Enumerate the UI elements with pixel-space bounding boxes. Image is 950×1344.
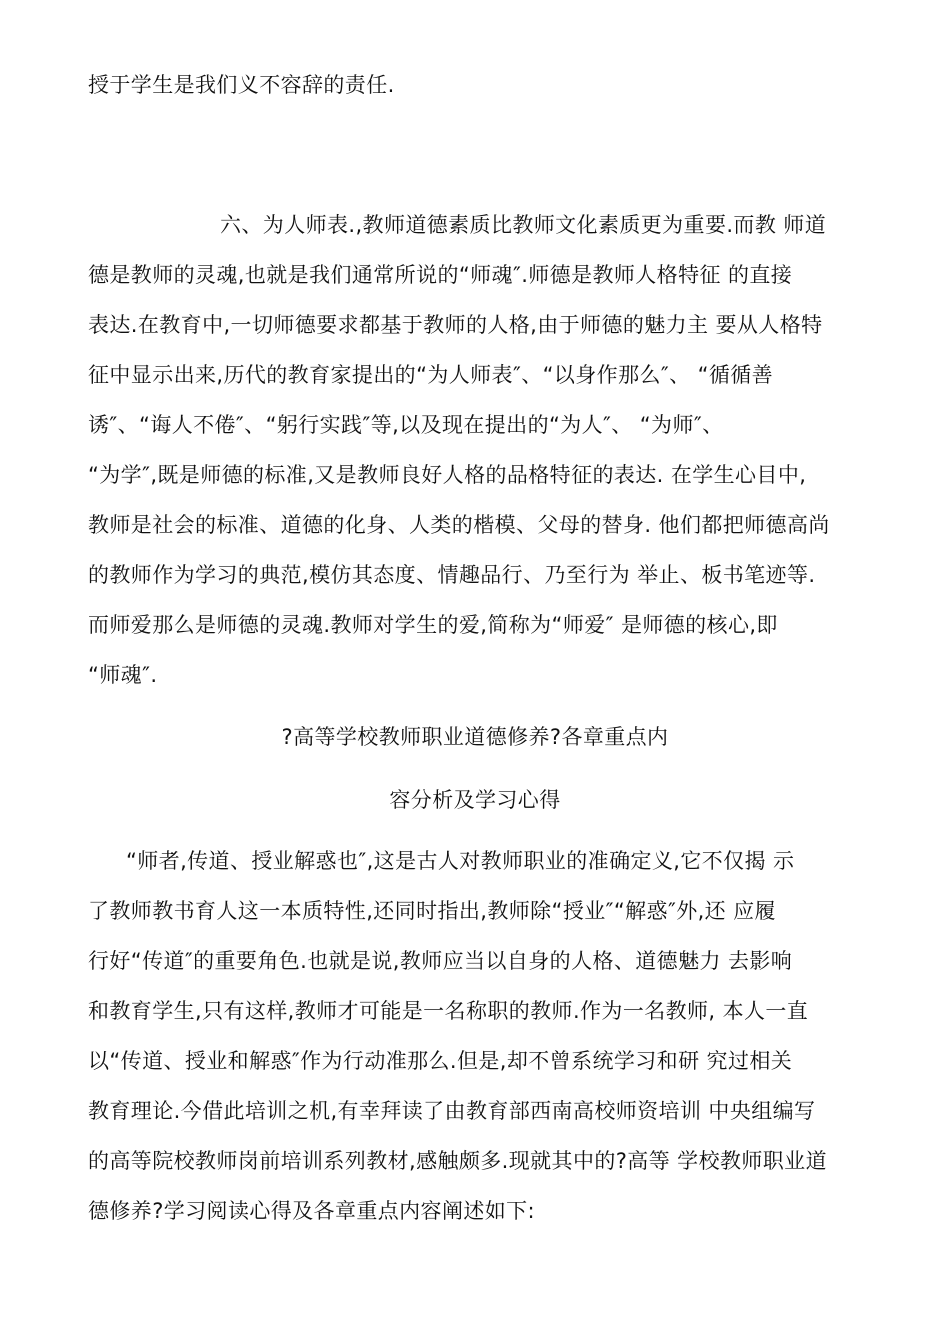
section-six-line: 而师爱那么是师德的灵魂.教师对学生的爱,简称为“师爱″ 是师德的核心,即 [88,613,778,637]
section-six-line: “为学″,既是师德的标准,又是教师良好人格的品格特征的表达. 在学生心目中, [88,463,807,487]
intro-line: 了教师教书育人这一本质特性,还同时指出,教师除“授业″“解惑″外,还 应履 [88,899,776,923]
intro-line: “师者,传道、授业解惑也″,这是古人对教师职业的准确定义,它不仅揭 示 [126,849,795,873]
heading-line: ?高等学校教师职业道德修养?各章重点内 [281,725,669,749]
intro-line: 教育理论.今借此培训之机,有幸拜读了由教育部西南高校师资培训 中央组编写 [88,1099,816,1123]
intro-line: 以“传道、授业和解惑″作为行动准那么.但是,却不曾系统学习和研 究过相关 [88,1049,793,1073]
section-six-line: 德是教师的灵魂,也就是我们通常所说的“师魂″.师德是教师人格特征 的直接 [88,263,793,287]
section-six-line: “师魂″. [88,663,158,687]
intro-line: 德修养?学习阅读心得及各章重点内容阐述如下: [88,1199,536,1223]
paragraph-continuation: 授于学生是我们义不容辞的责任. [88,73,395,97]
intro-line: 行好“传道″的重要角色.也就是说,教师应当以自身的人格、道德魅力 去影响 [88,949,793,973]
heading-line: 容分析及学习心得 [389,788,561,812]
section-six-line: 六、为人师表.,教师道德素质比教师文化素质更为重要.而教 师道 [220,213,827,237]
section-six-line: 征中显示出来,历代的教育家提出的“为人师表″、“以身作那么″、 “循循善 [88,363,774,387]
section-six-line: 的教师作为学习的典范,模仿其态度、情趣品行、乃至行为 举止、板书笔迹等. [88,563,816,587]
section-six-line: 教师是社会的标准、道德的化身、人类的楷模、父母的替身. 他们都把师德高尚 [88,513,830,537]
intro-line: 的高等院校教师岗前培训系列教材,感触颇多.现就其中的?高等 学校教师职业道 [88,1149,827,1173]
intro-line: 和教育学生,只有这样,教师才可能是一名称职的教师.作为一名教师, 本人一直 [88,999,809,1023]
section-six-line: 表达.在教育中,一切师德要求都基于教师的人格,由于师德的魅力主 要从人格特 [88,313,823,337]
section-six-line: 诱″、“诲人不倦″、“躬行实践″等,以及现在提出的“为人″、 “为师″、 [88,413,724,437]
